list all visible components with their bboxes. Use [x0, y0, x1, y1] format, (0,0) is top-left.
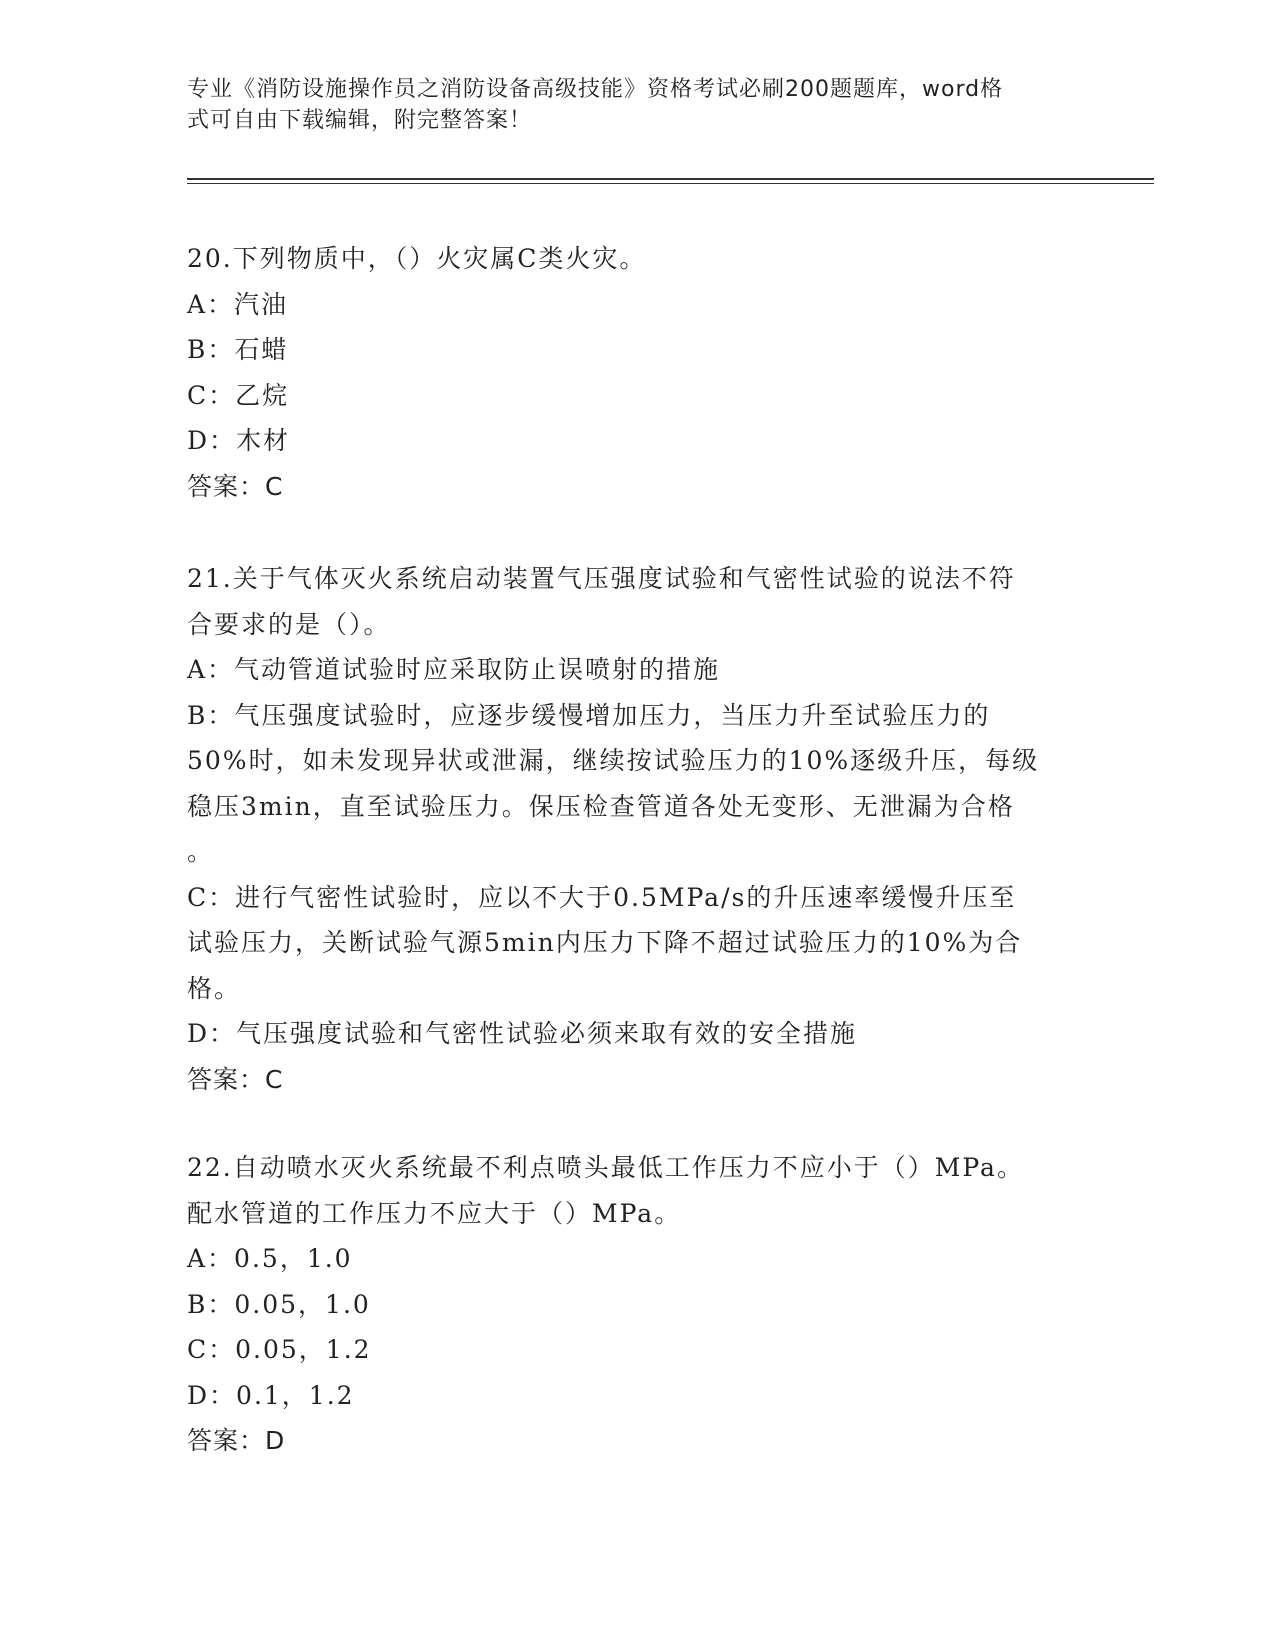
option-a: A：气动管道试验时应采取防止误喷射的措施	[187, 655, 721, 684]
option-b: 50%时，如未发现异状或泄漏，继续按试验压力的10%逐级升压，每级	[187, 746, 1040, 775]
question-20	[187, 236, 1087, 509]
header-line: 专业《消防设施操作员之消防设备高级技能》资格考试必刷200题题库，word格	[187, 77, 1004, 102]
option-c: 格。	[187, 973, 242, 1003]
option-a: A：汽油	[187, 289, 289, 319]
option-b: B：气压强度试验时，应逐步缓慢增加压力，当压力升至试验压力的	[187, 700, 991, 730]
option-d: D：气压强度试验和气密性试验必须来取有效的安全措施	[187, 1019, 858, 1048]
option-d: D：0.1，1.2	[187, 1380, 355, 1410]
question-stem: 20.下列物质中，（）火灾属C类火灾。	[187, 244, 647, 273]
question-stem: 22.自动喷水灭火系统最不利点喷头最低工作压力不应小于（）MPa。	[187, 1153, 1024, 1182]
header-divider-thin	[187, 183, 1154, 184]
option-d: D：木材	[187, 426, 291, 455]
option-b: 稳压3min，直至试验压力。保压检查管道各处无变形、无泄漏为合格	[187, 791, 1015, 821]
option-c: C：0.05，1.2	[187, 1335, 372, 1364]
option-c: C：乙烷	[187, 380, 290, 410]
document-header	[187, 74, 1067, 136]
question-21	[187, 556, 1087, 1102]
answer-line: 答案：D	[187, 1426, 286, 1455]
question-stem: 合要求的是（）。	[187, 609, 391, 639]
option-b: B：0.05，1.0	[187, 1289, 371, 1319]
header-divider	[187, 178, 1154, 180]
answer-line: 答案：C	[187, 1064, 284, 1094]
header-line: 式可自由下载编辑，附完整答案！	[187, 108, 533, 133]
option-b: 。	[187, 837, 215, 866]
option-a: A：0.5，1.0	[187, 1244, 353, 1273]
question-stem: 21.关于气体灭火系统启动装置气压强度试验和气密性试验的说法不符	[187, 564, 1016, 593]
option-b: B：石蜡	[187, 335, 289, 364]
question-22	[187, 1145, 1087, 1464]
option-c: 试验压力，关断试验气源5min内压力下降不超过试验压力的10%为合	[187, 928, 1023, 957]
option-c: C：进行气密性试验时，应以不大于0.5MPa/s的升压速率缓慢升压至	[187, 882, 1017, 912]
question-stem: 配水管道的工作压力不应大于（）MPa。	[187, 1198, 682, 1228]
answer-line: 答案：C	[187, 471, 284, 501]
